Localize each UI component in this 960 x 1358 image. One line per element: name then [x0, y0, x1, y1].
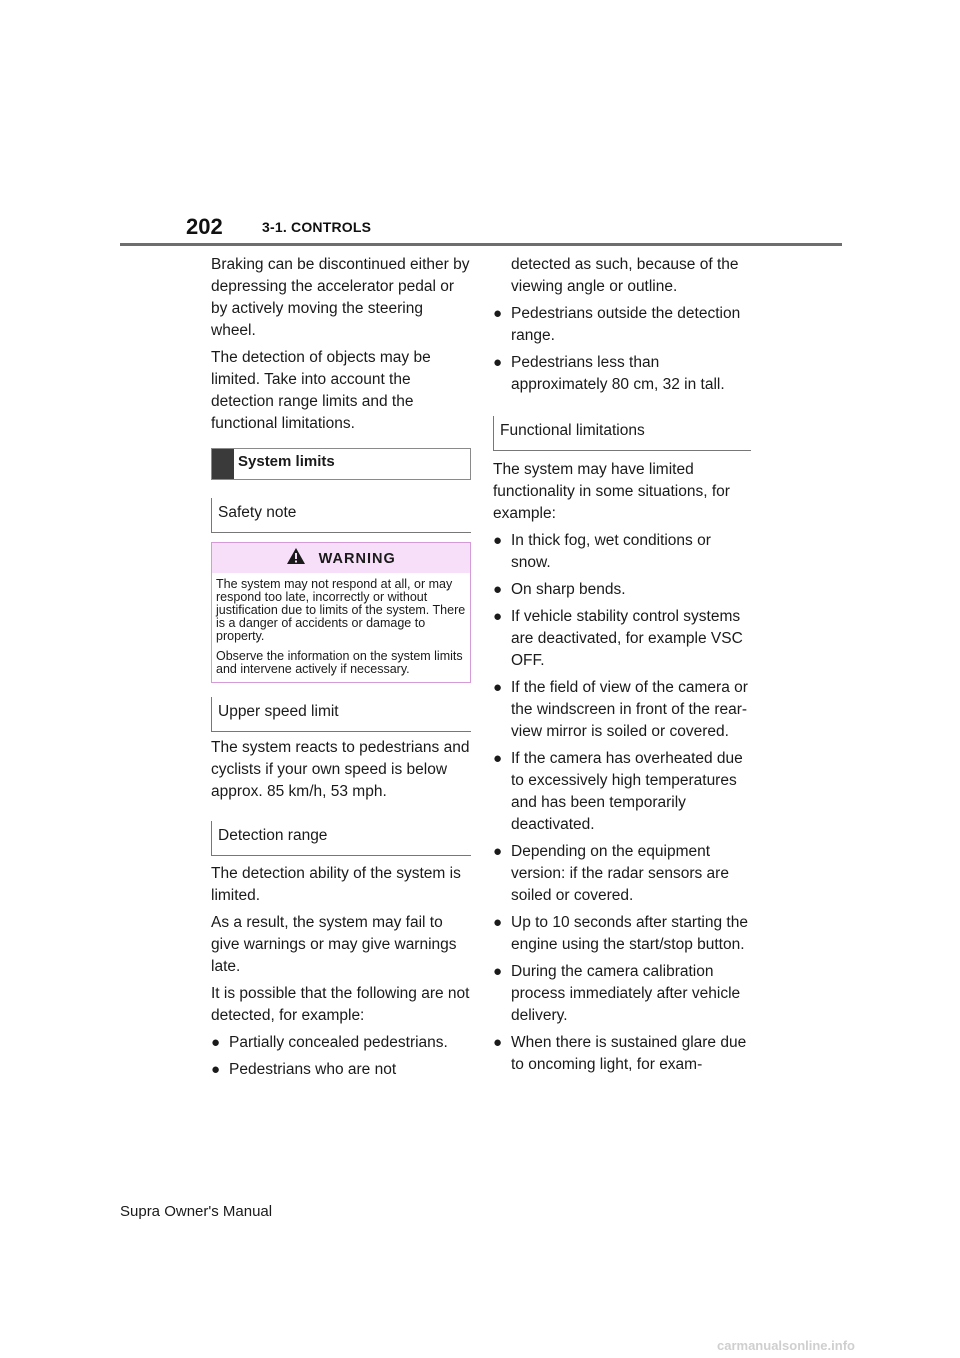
bullet-icon: ●: [493, 1034, 503, 1051]
list-item-text: Up to 10 seconds after starting the engine using the start/stop button.: [511, 914, 748, 953]
list-item-text: If vehicle stability control systems are deactivated, for example VSC OFF.: [511, 608, 743, 669]
left-column: [211, 254, 471, 1086]
warning-label: WARNING: [318, 550, 396, 567]
system-limits-title: System limits: [238, 453, 335, 470]
list-item: [493, 303, 751, 347]
detection-text-3: It is possible that the following are not detected, for example:: [211, 985, 470, 1024]
watermark: carmanualsonline.info: [717, 1338, 855, 1353]
bullet-icon: ●: [493, 532, 503, 549]
bullet-icon: ●: [493, 354, 503, 371]
list-item-text: Pedestrians who are not: [229, 1061, 397, 1078]
detection-text-2: As a result, the system may fail to give warnings or may give warnings late.: [211, 914, 457, 975]
section-label: 3-1. CONTROLS: [262, 219, 372, 235]
upper-speed-title: Upper speed limit: [218, 703, 339, 720]
bullet-icon: ●: [493, 305, 503, 322]
bullet-icon: ●: [493, 750, 503, 767]
list-item: [211, 1032, 471, 1054]
safety-note-heading: [211, 498, 471, 533]
bullet-icon: ●: [211, 1034, 221, 1051]
bullet-icon: ●: [493, 608, 503, 625]
page-header: [0, 0, 960, 250]
detection-range-heading: [211, 821, 471, 856]
bullet-icon: ●: [493, 914, 503, 931]
list-item: [493, 579, 751, 601]
list-item-text: When there is sustained glare due to oncoming light, for exam-: [511, 1034, 747, 1073]
warning-triangle-icon: [286, 547, 306, 570]
list-item-text: Pedestrians outside the detection range.: [511, 305, 741, 344]
upper-speed-heading: [211, 697, 471, 732]
continued-text: detected as such, because of the viewing angle or outline.: [511, 256, 739, 295]
list-item: [493, 961, 751, 1027]
detection-text-1: The detection ability of the system is limited.: [211, 865, 461, 904]
warning-box: [211, 542, 471, 683]
list-item: [493, 530, 751, 574]
list-item: [493, 606, 751, 672]
page-number: 202: [186, 214, 223, 239]
system-limits-heading: [211, 448, 471, 480]
functional-limitations-title: Functional limitations: [500, 422, 645, 439]
list-item-text: If the camera has overheated due to excessively high temperatures and has been temporarily deactivated.: [511, 750, 743, 833]
warning-text-1: The system may not respond at all, or may respond too late, incorrectly or without justification due to limits of the system. There is a danger of accidents or damage to property.: [216, 577, 466, 643]
warning-body: [212, 573, 470, 682]
warning-header: [212, 543, 470, 573]
list-item: [211, 1059, 471, 1081]
bullet-icon: ●: [493, 679, 503, 696]
safety-note-title: Safety note: [218, 504, 297, 521]
list-item-text: In thick fog, wet conditions or snow.: [511, 532, 711, 571]
list-item: [493, 1032, 751, 1076]
list-item-text: Depending on the equipment version: if the radar sensors are soiled or covered.: [511, 843, 729, 904]
functional-intro: The system may have limited functionality in some situations, for example:: [493, 461, 730, 522]
list-item-text: Partially concealed pedestrians.: [229, 1034, 448, 1051]
intro-paragraph-1: Braking can be discontinued either by depressing the accelerator pedal or by actively moving the steering wheel.: [211, 256, 470, 339]
list-item: [493, 352, 751, 396]
right-column: [493, 254, 751, 1081]
list-item: [493, 677, 751, 743]
heading-marker: [212, 449, 234, 479]
functional-limitations-heading: [493, 416, 751, 451]
upper-speed-text: The system reacts to pedestrians and cyclists if your own speed is below approx. 85 km/h, 53 mph.: [211, 739, 470, 800]
bullet-icon: ●: [493, 963, 503, 980]
intro-paragraph-2: The detection of objects may be limited. Take into account the detection range limits and the functional limitations.: [211, 349, 431, 432]
warning-text-2: Observe the information on the system limits and intervene actively if necessary.: [216, 649, 463, 676]
list-item: [493, 912, 751, 956]
list-item-text: Pedestrians less than approximately 80 cm, 32 in tall.: [511, 354, 725, 393]
list-item: [493, 748, 751, 836]
list-item: [493, 841, 751, 907]
detection-range-title: Detection range: [218, 827, 328, 844]
bullet-icon: ●: [211, 1061, 221, 1078]
bullet-icon: ●: [493, 581, 503, 598]
bullet-icon: ●: [493, 843, 503, 860]
list-item-text: If the field of view of the camera or the windscreen in front of the rear-view mirror is soiled or covered.: [511, 679, 748, 740]
list-item-text: On sharp bends.: [511, 581, 626, 598]
list-item-text: During the camera calibration process immediately after vehicle delivery.: [511, 963, 741, 1024]
header-divider: [120, 243, 842, 246]
footer-manual-title: Supra Owner's Manual: [120, 1203, 273, 1220]
